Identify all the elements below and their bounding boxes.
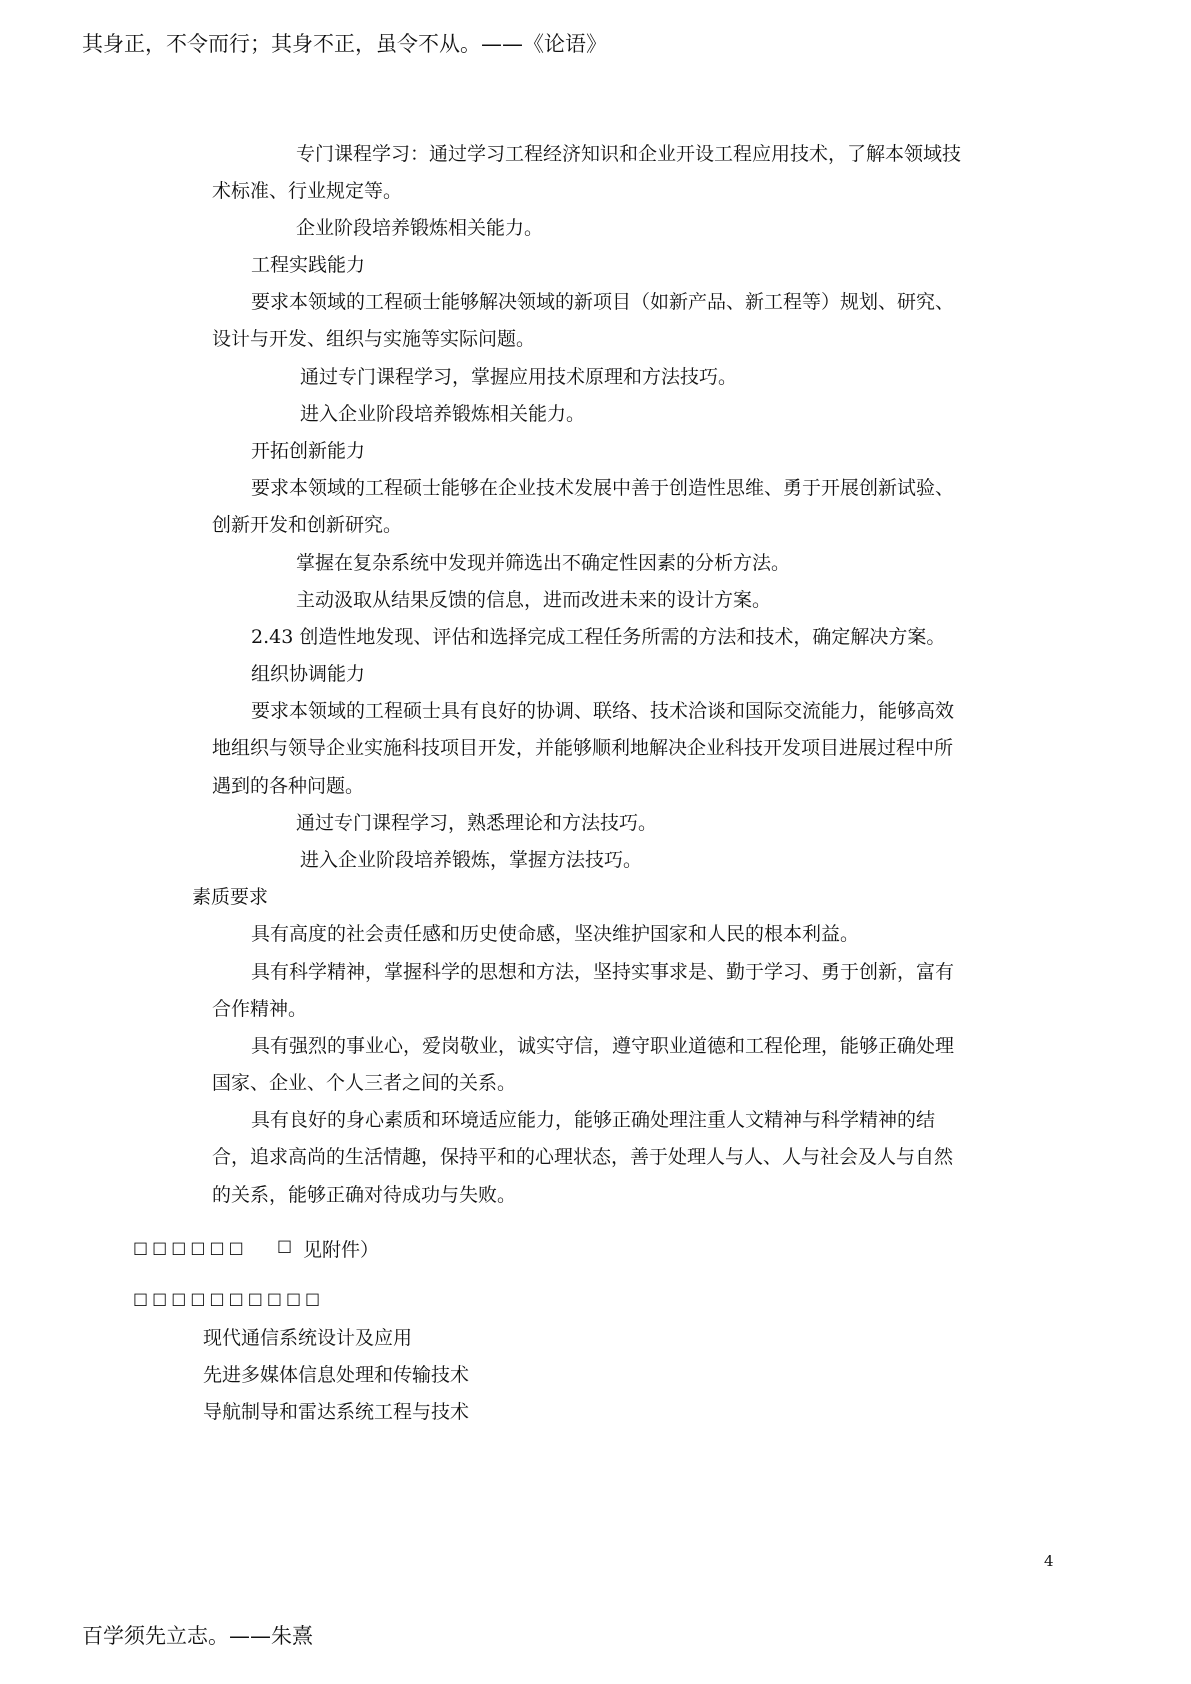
- paragraph-practice-requirement-line-2: 设计与开发、组织与实施等实际问题。: [212, 328, 536, 350]
- paragraph-dedication-line-1: 具有强烈的事业心，爱岗敬业，诚实守信，遵守职业道德和工程伦理，能够正确处理: [251, 1035, 955, 1057]
- direction-item-1: 现代通信系统设计及应用: [203, 1327, 413, 1349]
- heading-quality-requirements: 素质要求: [192, 886, 269, 908]
- paragraph-coordination-course: 通过专门课程学习，熟悉理论和方法技巧。: [296, 812, 658, 834]
- missing-glyph-heading-1: □□□□□□: [133, 1238, 248, 1257]
- paragraph-feedback: 主动汲取从结果反馈的信息，进而改进未来的设计方案。: [296, 589, 772, 611]
- paragraph-complex-systems: 掌握在复杂系统中发现并筛选出不确定性因素的分析方法。: [296, 552, 791, 574]
- paragraph-coordination-enterprise: 进入企业阶段培养锻炼，掌握方法技巧。: [300, 849, 643, 871]
- paragraph-course-study-line-1: 专门课程学习：通过学习工程经济知识和企业开设工程应用技术，了解本领域技: [296, 143, 962, 165]
- paragraph-health-line-3: 的关系，能够正确对待成功与失败。: [212, 1184, 517, 1206]
- missing-glyph-heading-2: □□□□□□□□□□: [133, 1289, 325, 1308]
- direction-item-2: 先进多媒体信息处理和传输技术: [203, 1364, 470, 1386]
- paragraph-health-line-2: 合，追求高尚的生活情趣，保持平和的心理状态，善于处理人与人、人与社会及人与自然: [212, 1146, 954, 1168]
- paragraph-coordination-line-1: 要求本领域的工程硕士具有良好的协调、联络、技术洽谈和国际交流能力，能够高效: [251, 700, 955, 722]
- paragraph-practice-requirement-line-1: 要求本领域的工程硕士能够解决领域的新项目（如新产品、新工程等）规划、研究、: [251, 291, 955, 313]
- paragraph-coordination-line-3: 遇到的各种问题。: [212, 775, 365, 797]
- paragraph-social-responsibility: 具有高度的社会责任感和历史使命感，坚决维护国家和人民的根本利益。: [251, 923, 860, 945]
- paragraph-course-study-line-2: 术标准、行业规定等。: [212, 180, 403, 202]
- header-quote: 其身正，不令而行；其身不正，虽令不从。——《论语》: [82, 32, 607, 56]
- paragraph-health-line-1: 具有良好的身心素质和环境适应能力，能够正确处理注重人文精神与科学精神的结: [251, 1109, 936, 1131]
- footer-quote: 百学须先立志。——朱熹: [82, 1624, 313, 1648]
- paragraph-dedication-line-2: 国家、企业、个人三者之间的关系。: [212, 1072, 517, 1094]
- paragraph-innovation-requirement-line-2: 创新开发和创新研究。: [212, 514, 403, 536]
- paragraph-innovation-requirement-line-1: 要求本领域的工程硕士能够在企业技术发展中善于创造性思维、勇于开展创新试验、: [251, 477, 955, 499]
- paragraph-practice-course: 通过专门课程学习，掌握应用技术原理和方法技巧。: [300, 366, 738, 388]
- paragraph-scientific-spirit-line-1: 具有科学精神，掌握科学的思想和方法，坚持实事求是、勤于学习、勇于创新，富有: [251, 961, 955, 983]
- heading-coordination: 组织协调能力: [251, 663, 366, 685]
- heading-innovation: 开拓创新能力: [251, 440, 366, 462]
- paragraph-coordination-line-2: 地组织与领导企业实施科技项目开发，并能够顺利地解决企业科技开发项目进展过程中所: [212, 737, 954, 759]
- attachment-note: 见附件）: [303, 1239, 380, 1261]
- heading-engineering-practice: 工程实践能力: [251, 254, 366, 276]
- page-number: 4: [1044, 1552, 1054, 1570]
- missing-glyph: □: [277, 1236, 297, 1255]
- paragraph-2-43: 2.43 创造性地发现、评估和选择完成工程任务所需的方法和技术，确定解决方案。: [251, 626, 946, 648]
- paragraph-enterprise-training: 企业阶段培养锻炼相关能力。: [296, 217, 544, 239]
- paragraph-practice-enterprise: 进入企业阶段培养锻炼相关能力。: [300, 403, 586, 425]
- paragraph-scientific-spirit-line-2: 合作精神。: [212, 998, 308, 1020]
- direction-item-3: 导航制导和雷达系统工程与技术: [203, 1401, 470, 1423]
